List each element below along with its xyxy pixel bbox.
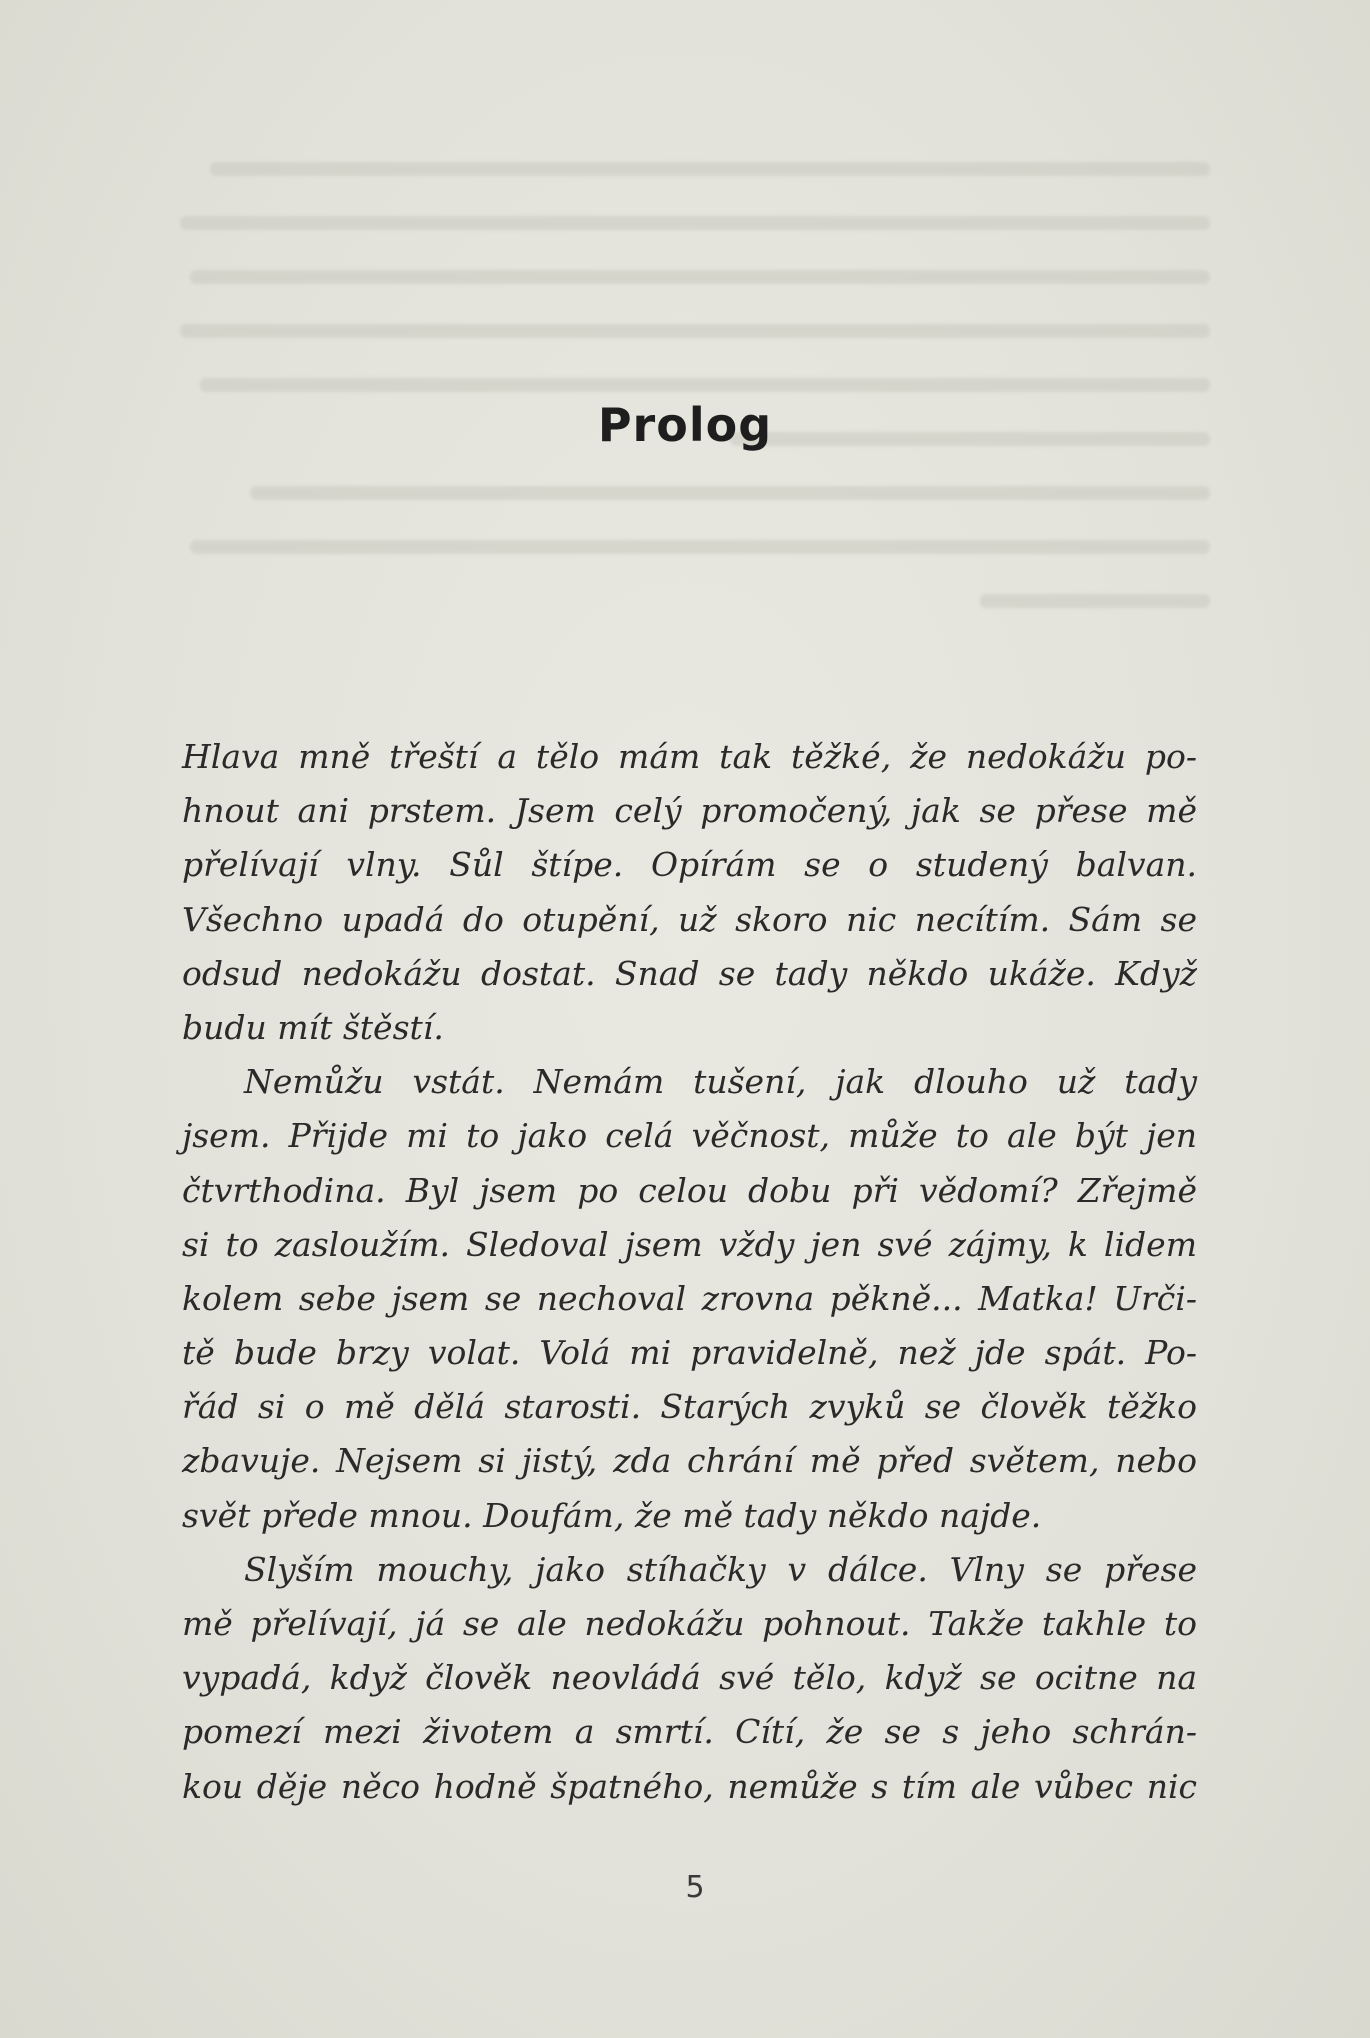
text-line: kou děje něco hodně špatného, nemůže s tím ale vůbec nic [182, 1766, 1197, 1806]
text-line: Slyším mouchy, jako stíhačky v dálce. Vlny se přese [244, 1549, 1197, 1589]
text-line: přelívají vlny. Sůl štípe. Opírám se o studený balvan. [182, 845, 1197, 885]
text-line: kolem sebe jsem se nechoval zrovna pěkně... Matka! Urči- [182, 1278, 1197, 1318]
text-line: tě bude brzy volat. Volá mi pravidelně, než jde spát. Po- [182, 1333, 1197, 1373]
paragraph-2 [182, 1055, 1197, 1543]
text-line: si to zasloužím. Sledoval jsem vždy jen své zájmy, k lidem [182, 1224, 1197, 1264]
text-line: jsem. Přijde mi to jako celá věčnost, může to ale být jen [182, 1116, 1197, 1156]
page-number: 5 [685, 1870, 705, 1905]
text-line: mě přelívají, já se ale nedokážu pohnout. Takže takhle to [182, 1604, 1197, 1643]
paragraph-1 [182, 730, 1197, 1055]
text-line: svět přede mnou. Doufám, že mě tady někdo najde. [182, 1495, 1042, 1535]
text-line: pomezí mezi životem a smrtí. Cítí, že se s jeho schrán- [182, 1712, 1197, 1752]
text-line: Hlava mně třeští a tělo mám tak těžké, že nedokážu po- [182, 737, 1197, 776]
bleed-through-text [170, 138, 1210, 624]
paragraph-3 [182, 1543, 1197, 1814]
text-line: hnout ani prstem. Jsem celý promočený, jak se přese mě [182, 791, 1197, 831]
text-line: Nemůžu vstát. Nemám tušení, jak dlouho už tady [244, 1062, 1197, 1102]
text-line: čtvrthodina. Byl jsem po celou dobu při vědomí? Zřejmě [182, 1170, 1197, 1210]
text-line: řád si o mě dělá starosti. Starých zvyků se člověk těžko [182, 1387, 1197, 1427]
text-line: odsud nedokážu dostat. Snad se tady někdo ukáže. Když [182, 953, 1197, 993]
body-text [182, 730, 1197, 1814]
text-line: vypadá, když člověk neovládá své tělo, když se ocitne na [182, 1658, 1197, 1698]
text-line: Všechno upadá do otupění, už skoro nic necítím. Sám se [182, 899, 1197, 939]
text-line: budu mít štěstí. [182, 1007, 444, 1047]
text-line: zbavuje. Nejsem si jistý, zda chrání mě před světem, nebo [182, 1441, 1197, 1481]
chapter-title: Prolog [597, 398, 773, 452]
